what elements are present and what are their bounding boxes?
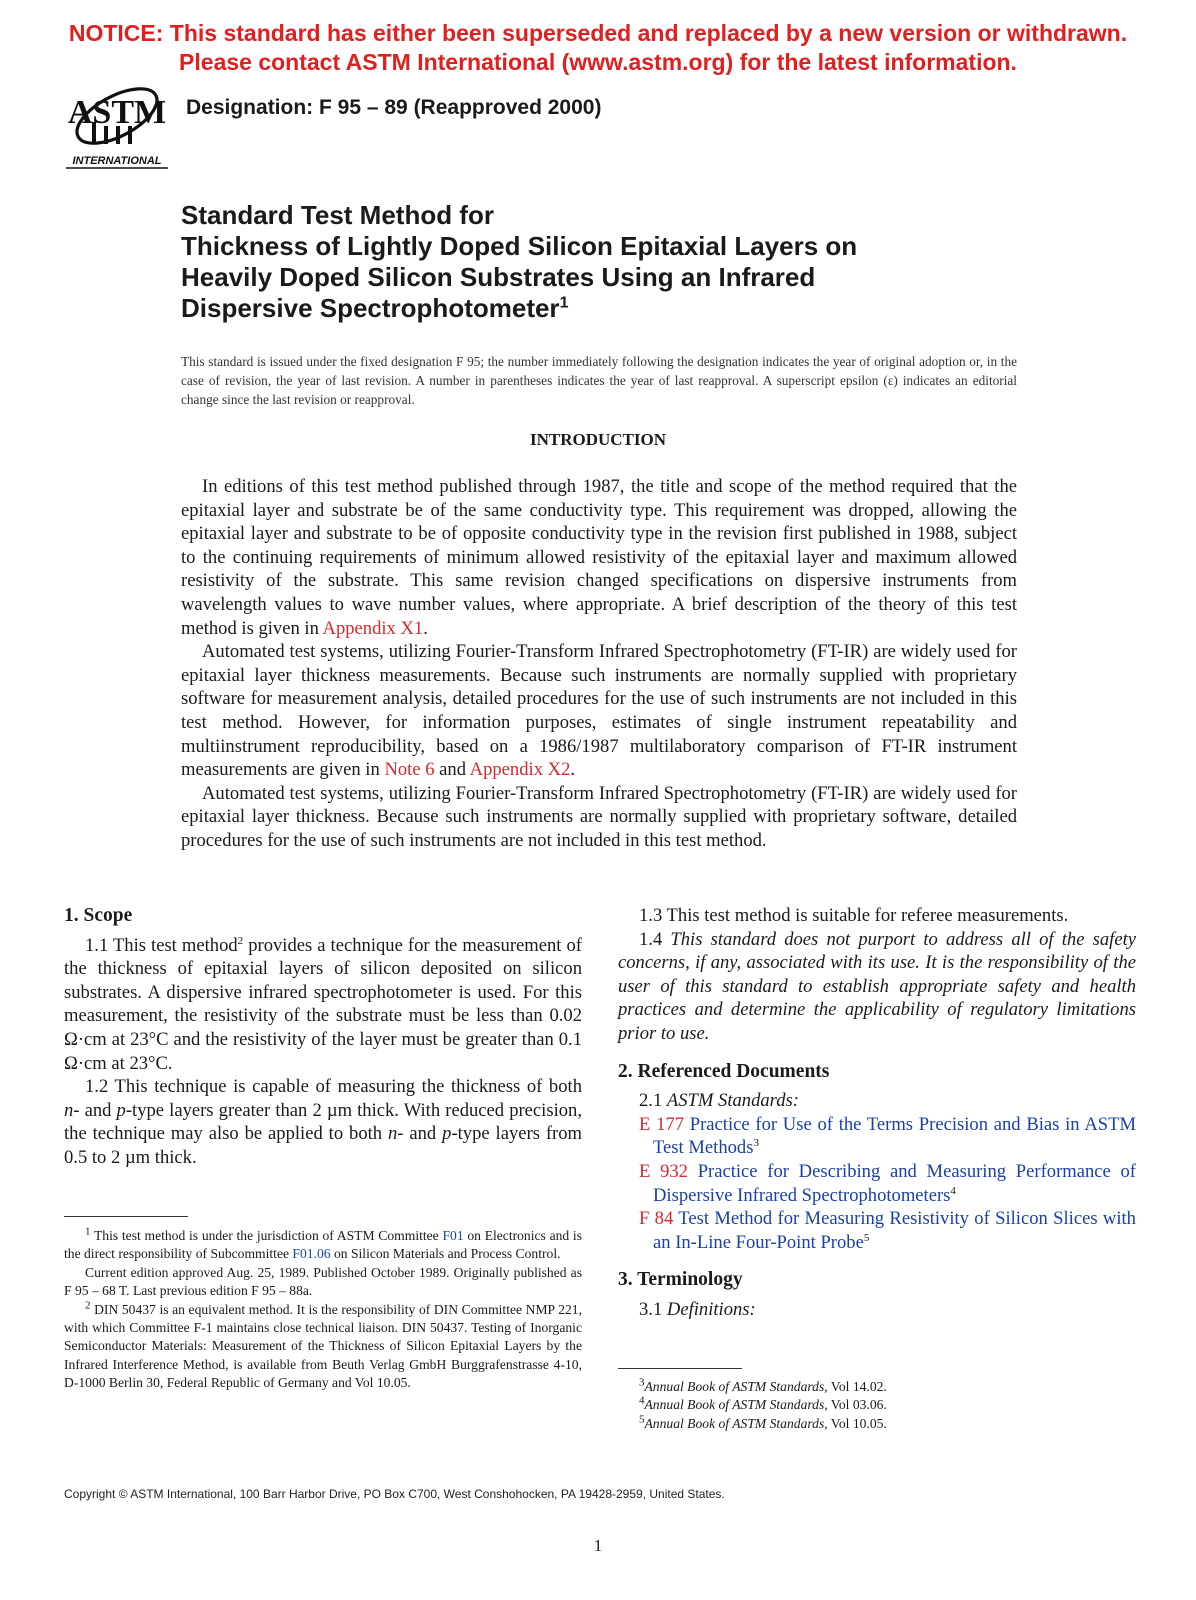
scope-1-2 [64,1075,582,1169]
referenced-2-1-num: 2.1 [639,1090,667,1112]
footnote-3-title: Annual Book of ASTM Standards [644,1379,825,1394]
footnote-4 [618,1396,1136,1414]
page-number: 1 [593,1536,603,1555]
scope-1-4 [618,928,1136,1046]
document-title [181,200,857,324]
footnote-4-vol: , Vol 03.06. [824,1397,887,1413]
subcommittee-f01-06-link[interactable]: F01.06 [292,1246,331,1262]
footnote-2-mark: 2 [85,1299,91,1312]
scope-1-2-p2: p [442,1123,452,1145]
referenced-2-1 [618,1089,1136,1113]
reference-e177[interactable] [639,1113,1136,1160]
reference-f84-title[interactable]: Test Method for Measuring Resistivity of Silicon Slices with an In-Line Four-Point Probe [653,1208,1136,1253]
note-6-link[interactable]: Note 6 [384,759,435,781]
introduction-heading: INTRODUCTION [529,430,667,449]
scope-1-1-b: provides a technique for the measurement of the thickness of epitaxial layers of silicon deposited on silicon substrates. A dispersive infrared spectrophotometer is used. For this measurement, the resistivity of the substrate must be less than 0.02 Ω·cm at 23°C and the resistivity of the layer must be greater than 0.1 Ω·cm at 23°C. [64,934,582,1074]
terminology-3-1 [618,1298,1136,1322]
reference-e177-code[interactable]: E 177 [639,1113,684,1135]
logo-text: ASTM [67,94,167,131]
footnote-1-b: on Electronics and is the direct responsibility of Subcommittee [64,1228,582,1262]
reference-e177-sup: 3 [753,1137,759,1150]
scope-1-2-n2: n [387,1123,398,1145]
withdrawal-notice-line-2: Please contact ASTM International (www.astm.org) for the latest information. [179,49,1017,75]
footnote-rule-right [618,1368,742,1369]
scope-1-1 [64,934,582,1076]
footnote-1-mark: 1 [85,1225,91,1238]
scope-1-2-d: - and [397,1123,443,1145]
footnote-rule-left [64,1216,188,1217]
title-line-4: Dispersive Spectrophotometer [181,293,560,323]
reference-e932-title[interactable]: Practice for Describing and Measuring Performance of Dispersive Infrared Spectrophotometers [653,1160,1136,1206]
terminology-3-1-num: 3.1 [639,1298,667,1320]
scope-1-2-p: p [116,1099,126,1121]
footnote-5-vol: , Vol 10.05. [824,1415,887,1431]
footnotes-left [64,1227,582,1393]
scope-1-2-e: -type layers from 0.5 to 2 µm thick. [64,1123,582,1168]
scope-1-2-n: n [64,1099,74,1121]
title-line-3: Heavily Doped Silicon Substrates Using an Infrared [181,262,816,292]
intro-p1-text: In editions of this test method published through 1987, the title and scope of the method required that the epitaxial layer and substrate be of the same conductivity type. This requirement was dropped, allowing the epitaxial layer and substrate to be of opposite conductivity type in the revision first published in 1988, subject to the continuing requirements of minimum allowed resistivity of the epitaxial layer and maximum allowed resistivity of the substrate. This same revision changed specifications on dispersive instruments from wavelength values to wave number values, where appropriate. A brief description of the theory of this test method is given in [181,476,1017,639]
left-column [64,904,582,1170]
reference-e932-code[interactable]: E 932 [639,1160,688,1182]
appendix-x1-link[interactable]: Appendix X1 [322,617,424,639]
title-line-2: Thickness of Lightly Doped Silicon Epitaxial Layers on [181,231,858,261]
footnote-2-text: DIN 50437 is an equivalent method. It is the responsibility of DIN Committee NMP 221, with which Committee F-1 maintains close technical liaison. DIN 50437. Testing of Inorganic Semiconductor Materials: Measurement of the Thickness of Silicon Epitaxial Layers by the Infrared Interference Method, is available from Beuth Verlag GmbH Burggrafenstrasse 4-10, D-1000 Berlin 30, Federal Republic of Germany and Vol 10.05. [64,1301,582,1391]
reference-f84[interactable] [639,1207,1136,1254]
astm-logo [64,76,170,174]
footnote-3-mark: 3 [639,1376,645,1389]
footnote-1 [64,1227,582,1264]
intro-paragraph-3: Automated test systems, utilizing Fourier-Transform Infrared Spectrophotometry (FT-IR) are widely used for epitaxial layer thickness. Because such instruments are normally supplied with proprietary software, detailed procedures for the use of such instruments are not included in this test method. [181,782,1017,851]
scope-1-1-sup: 2 [237,934,244,947]
reference-e932[interactable] [639,1160,1136,1207]
footnote-4-title: Annual Book of ASTM Standards [644,1397,825,1413]
terminology-heading: 3. Terminology [618,1269,743,1291]
scope-1-4-num: 1.4 [639,928,671,950]
footnote-1-a: This test method is under the jurisdiction of ASTM Committee [90,1228,443,1243]
scope-1-1-a: 1.1 This test method [85,934,238,956]
footnote-5-mark: 5 [639,1413,645,1426]
footnote-3-vol: , Vol 14.02. [824,1379,887,1394]
footnote-3 [618,1378,1136,1396]
title-line-1: Standard Test Method for [181,200,494,230]
intro-paragraph-2 [181,640,1017,782]
right-column [618,904,1136,1322]
appendix-x2-link[interactable]: Appendix X2 [469,759,571,781]
intro-p2-and: and [434,759,470,781]
issued-note: This standard is issued under the fixed designation F 95; the number immediately following the designation indicates the year of original adoption or, in the case of revision, the year of last revision. A number in parentheses indicates the year of last reapproval. A superscript epsilon (ε) indicates an editorial change since the last revision or reapproval. [181,354,1017,407]
footnote-4-mark: 4 [639,1394,645,1407]
intro-paragraph-1 [181,475,1017,640]
copyright-notice: Copyright © ASTM International, 100 Barr Harbor Drive, PO Box C700, West Conshohocken, PA 19428-2959, United States. [64,1487,725,1501]
footnote-5 [618,1415,1136,1433]
scope-1-4-text: This standard does not purport to address all of the safety concerns, if any, associated with its use. It is the responsibility of the user of this standard to establish appropriate safety and health practices and determine the applicability of regulatory limitations prior to use. [618,928,1136,1044]
reference-f84-code[interactable]: F 84 [639,1208,674,1230]
title-footnote-mark: 1 [559,294,569,312]
footnotes-right [618,1378,1136,1433]
designation: Designation: F 95 – 89 (Reapproved 2000) [186,96,602,119]
referenced-2-1-text: ASTM Standards: [666,1090,799,1112]
scope-1-2-c: -type layers greater than 2 µm thick. With reduced precision, the technique may also be applied to both [64,1099,582,1145]
scope-1-2-a: 1.2 This technique is capable of measuring the thickness of both [85,1076,582,1098]
scope-1-3: 1.3 This test method is suitable for referee measurements. [639,905,1069,926]
intro-p1-end: . [423,617,428,639]
footnote-2 [64,1301,582,1393]
logo-subtext: INTERNATIONAL [72,155,162,167]
reference-e932-sup: 4 [950,1184,956,1197]
scope-heading: 1. Scope [64,905,133,926]
referenced-documents-heading: 2. Referenced Documents [618,1060,830,1082]
terminology-3-1-text: Definitions: [666,1298,756,1320]
footnote-1-edition: Current edition approved Aug. 25, 1989. Published October 1989. Originally published as F 95 – 68 T. Last previous edition F 95 – 88a. [64,1264,582,1299]
intro-p2-end: . [570,759,576,781]
introduction-body [181,475,1017,853]
reference-e177-title[interactable]: Practice for Use of the Terms Precision and Bias in ASTM Test Methods [653,1113,1136,1159]
reference-f84-sup: 5 [863,1231,870,1244]
intro-p2-text: Automated test systems, utilizing Fourier-Transform Infrared Spectrophotometry (FT-IR) are widely used for epitaxial layer thickness measurements. Because such instruments are normally supplied with proprietary software for measurement analysis, detailed procedures for the use of such instruments are not included in this test method. However, for information purposes, estimates of single instrument repeatability and multiinstrument reproducibility, based on a 1986/1987 multilaboratory comparison of FT-IR instrument measurements are given in [181,641,1017,781]
footnote-1-c: on Silicon Materials and Process Control. [330,1246,561,1262]
committee-f01-link[interactable]: F01 [442,1228,464,1243]
scope-1-2-b: - and [73,1099,117,1121]
footnote-5-title: Annual Book of ASTM Standards [644,1415,825,1431]
withdrawal-notice-line-1: NOTICE: This standard has either been superseded and replaced by a new version or withdrawn. [68,20,1128,46]
